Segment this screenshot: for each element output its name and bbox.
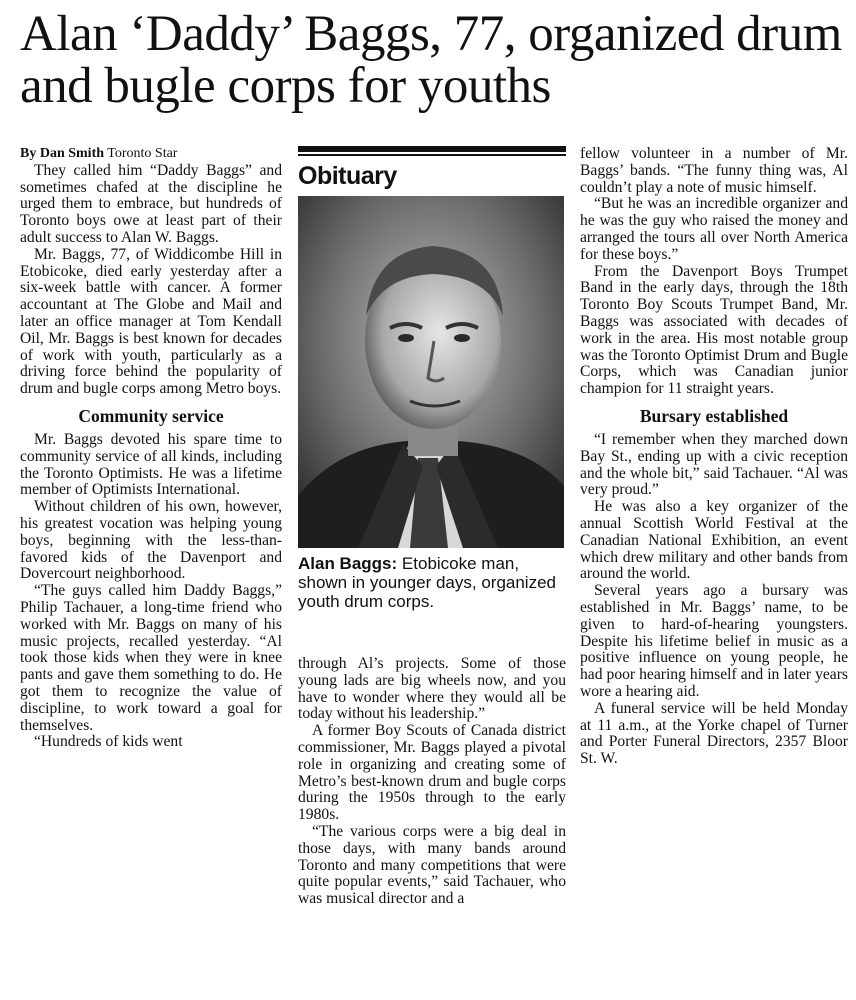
portrait-illustration [298, 196, 564, 548]
paragraph: He was also a key organizer of the annual Scottish World Festival at the Canadian National Exhibition, an event which drew military and other bands from around the world. [580, 498, 848, 583]
paragraph: Without children of his own, however, his greatest vocation was helping young boys, beginning with the less-than-favored kids of the Davenport and Dovercourt neighborhood. [20, 498, 282, 583]
column-2 [298, 656, 566, 908]
headline: Alan ‘Daddy’ Baggs, 77, organized drum and bugle corps for youths [20, 6, 842, 114]
subhead-community-service: Community service [78, 405, 224, 426]
portrait-photo [298, 196, 564, 548]
paragraph: through Al’s projects. Some of those young lads are big wheels now, and you have to wonder where they would all be today without his leadership.” [298, 655, 566, 723]
paragraph: fellow volunteer in a number of Mr. Baggs’ bands. “The funny thing was, Al couldn’t play a note of music himself. [580, 145, 848, 196]
paragraph: “Hundreds of kids went [34, 733, 183, 751]
paragraph: From the Davenport Boys Trumpet Band in the early days, through the 18th Toronto Boy Scouts Trumpet Band, Mr. Baggs was associated with decades of work in the area. His most notable group was the Toronto Optimist Drum and Bugle Corps, which was Canadian junior champion for 11 straight years. [580, 262, 848, 398]
column-1 [20, 146, 282, 751]
rule-thick [298, 146, 566, 152]
caption-text: Etobicoke man, shown in younger days, organized youth drum corps. [298, 553, 556, 611]
paragraph: They called him “Daddy Baggs” and sometimes chafed at the discipline he urged them to embrace, but hundreds of Toronto boys owe at least part of their adult success to Alan W. Baggs. [20, 161, 282, 246]
obituary-box [298, 146, 566, 640]
paragraph: “The guys called him Daddy Baggs,” Philip Tachauer, a long-time friend who worked with Mr. Baggs on many of his music projects, recalled yesterday. “Al took those kids when they were in knee pants and gave them something to do. He got them to recognize the value of discipline, to work toward a goal for themselves. [20, 582, 282, 734]
byline [20, 146, 282, 163]
section-kicker: Obituary [298, 161, 397, 190]
photo-caption [298, 554, 566, 611]
byline-outlet: Toronto Star [107, 146, 178, 161]
paragraph: “The various corps were a big deal in those days, with many bands around Toronto and many competitions that were quite popular events,” said Tachauer, who was musical director and a [298, 822, 566, 908]
subhead-bursary-established: Bursary established [639, 405, 789, 426]
paragraph: A funeral service will be held Monday at 11 a.m., at the Yorke chapel of Turner and Porter Funeral Directors, 2357 Bloor St. W. [580, 699, 848, 768]
caption-name: Alan Baggs: [298, 553, 398, 573]
byline-author: By Dan Smith [20, 146, 105, 161]
paragraph: A former Boy Scouts of Canada district commissioner, Mr. Baggs played a pivotal role in organizing and creating some of Metro’s best-known drum and bugle corps during the 1950s through to the early 1980s. [298, 722, 566, 824]
column-3 [580, 146, 848, 768]
paragraph: Several years ago a bursary was established in Mr. Baggs’ name, to be given to hard-of-hearing youngsters. Despite his lifetime belief in music as a positive influence on young people, he had poor hearing himself and in later years wore a hearing aid. [580, 582, 848, 700]
rule-thin [298, 154, 566, 156]
paragraph: Mr. Baggs, 77, of Widdicombe Hill in Etobicoke, died early yesterday after a six-week battle with cancer. A former accountant at The Globe and Mail and later an office manager at Tom Kendall Oil, Mr. Baggs is best known for decades of work with youth, particularly as a driving force behind the popularity of drum and bugle corps among Metro boys. [20, 245, 282, 398]
paragraph: “But he was an incredible organizer and he was the guy who raised the money and arranged the tours all over North America for these boys.” [580, 195, 848, 263]
paragraph: “I remember when they marched down Bay St., ending up with a civic reception and the whole bit,” said Tachauer. “Al was very proud.” [580, 430, 848, 499]
paragraph: Mr. Baggs devoted his spare time to community service of all kinds, including the Toronto Optimists. He was a lifetime member of Optimists International. [20, 430, 282, 499]
